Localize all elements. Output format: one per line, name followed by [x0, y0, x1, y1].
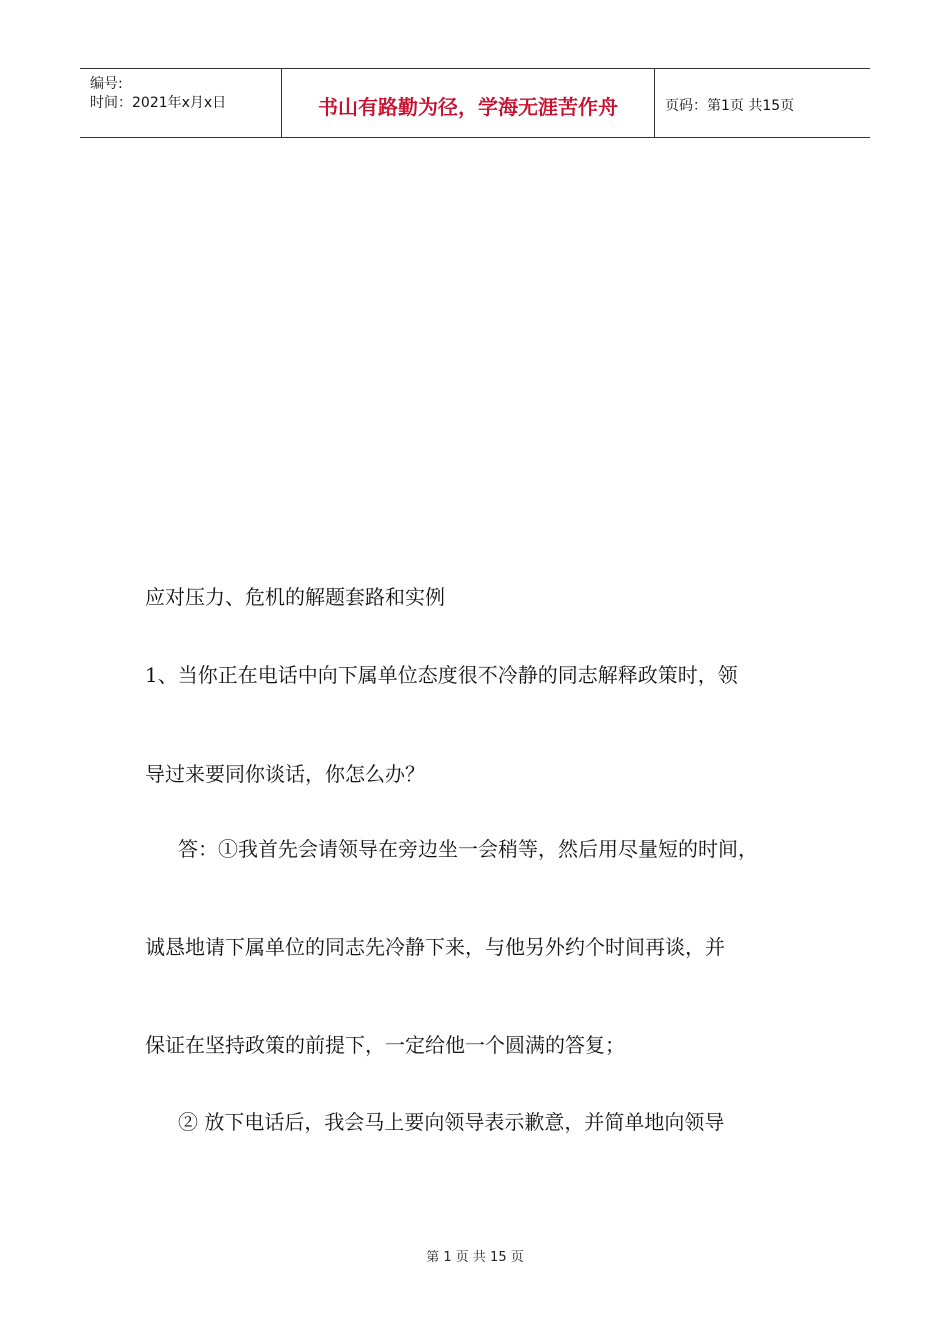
motto-text: 书山有路勤为径，学海无涯苦作舟 — [318, 95, 618, 119]
document-title: 应对压力、危机的解题套路和实例 — [145, 585, 445, 609]
body-line: 1、当你正在电话中向下属单位态度很不冷静的同志解释政策时，领 — [145, 663, 738, 687]
header-meta-cell — [80, 69, 280, 137]
answer-line: 答：①我首先会请领导在旁边坐一会稍等，然后用尽量短的时间， — [178, 837, 758, 861]
code-label: 编号: — [90, 76, 123, 92]
body-line: 诚恳地请下属单位的同志先冷静下来，与他另外约个时间再谈，并 — [145, 935, 725, 959]
page-footer: 第 1 页 共 15 页 — [426, 1250, 524, 1265]
time-label: 时间：2021年x月x日 — [90, 95, 227, 111]
header-page-cell — [655, 69, 870, 137]
header-motto-cell — [281, 69, 655, 137]
body-line: 保证在坚持政策的前提下，一定给他一个圆满的答复； — [145, 1033, 625, 1057]
answer-line: ② 放下电话后，我会马上要向领导表示歉意，并简单地向领导 — [178, 1110, 725, 1134]
page-info: 页码：第1页 共15页 — [665, 98, 795, 114]
body-line: 导过来要同你谈话，你怎么办？ — [145, 762, 425, 786]
document-header — [80, 68, 870, 138]
